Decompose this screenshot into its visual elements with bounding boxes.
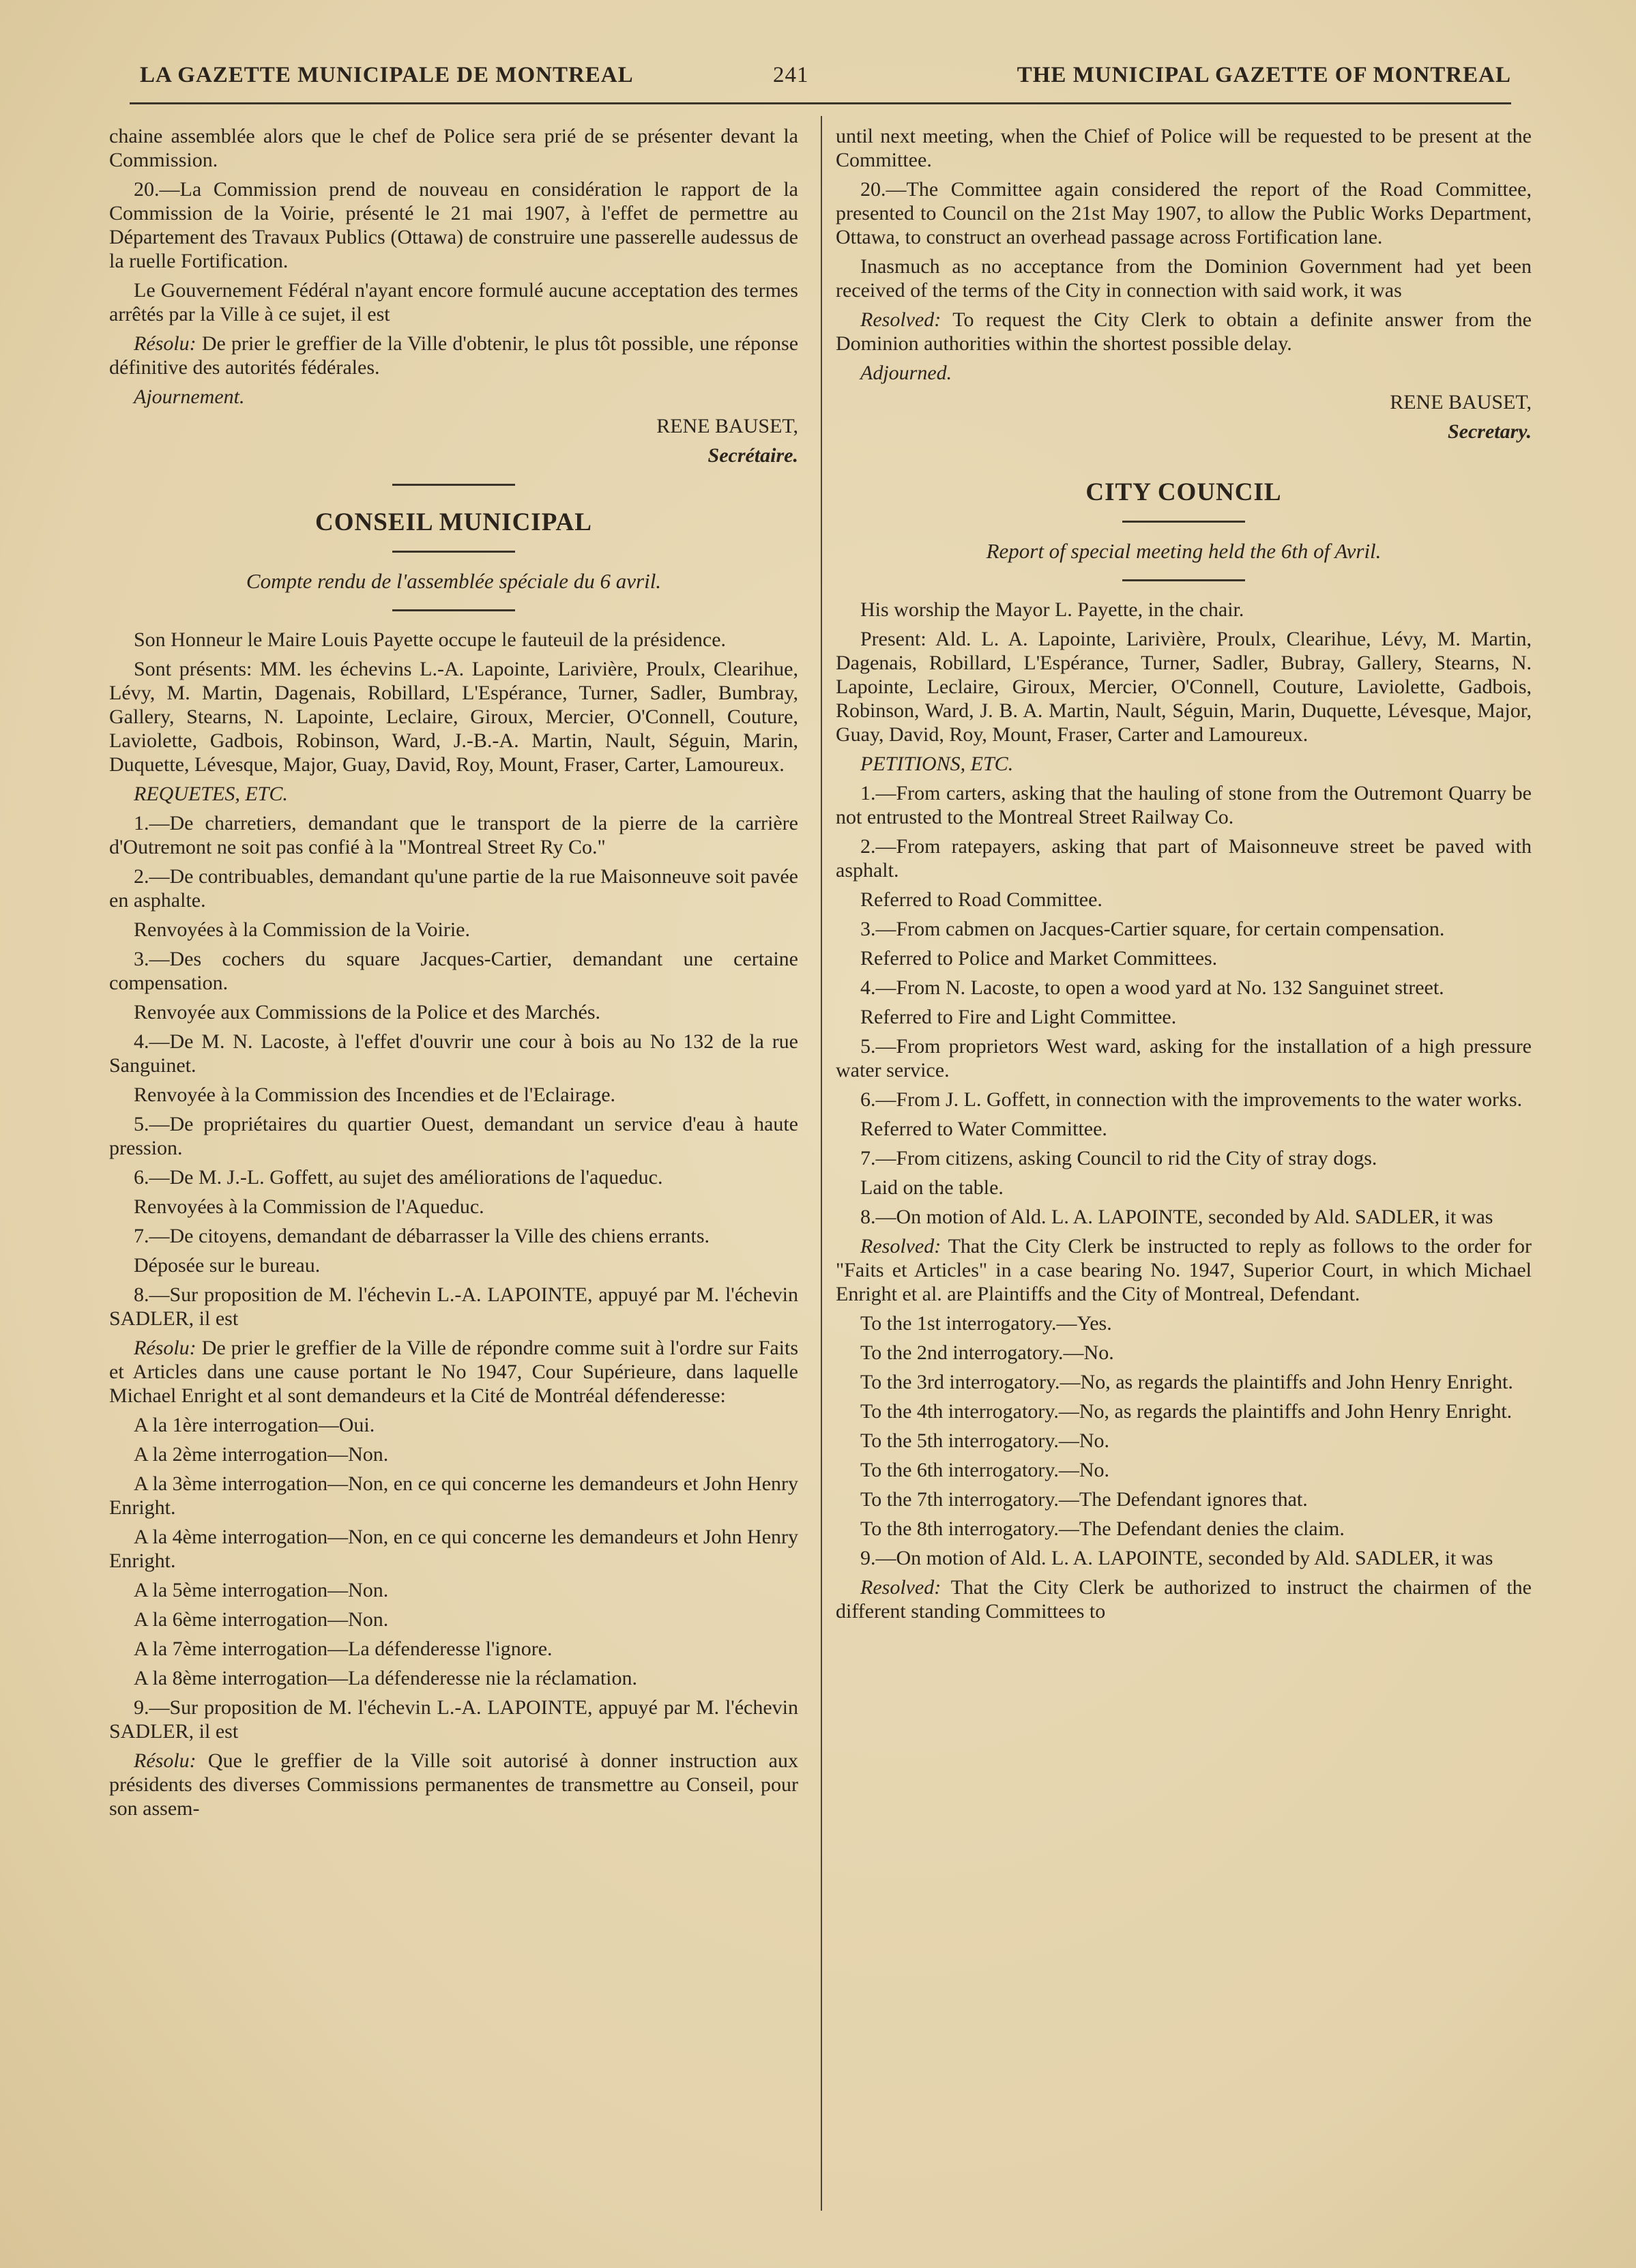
answer-item: To the 8th interrogatory.—The Defendant denies the claim. [860,1517,1345,1540]
resolution [836,1575,1532,1623]
paragraph: 20.—La Commission prend de nouveau en considération le rapport de la Commission de la Voirie, présenté le 21 mai 1907, à l'effet de permettre au Département des Travaux Publics (Ottawa) de construire une passerelle audessus de la ruelle Fortification. [109,178,798,272]
referral: Laid on the table. [860,1176,1004,1199]
answer-item: A la 8ème interrogation—La défenderesse nie la réclamation. [134,1667,638,1689]
referral: Renvoyée à la Commission des Incendies et de l'Eclairage. [134,1084,616,1106]
adjournment: Ajournement. [134,386,245,408]
page-number: 241 [773,63,809,87]
paragraph: chaine assemblée alors que le chef de Police sera prié de se présenter devant la Commission. [109,125,798,171]
paragraph: Le Gouvernement Fédéral n'ayant encore formulé aucune acceptation des termes arrêtés par la Ville à ce sujet, il est [109,279,798,325]
resolution [109,1749,798,1820]
answer-item: A la 7ème interrogation—La défenderesse l'ignore. [134,1638,553,1660]
resolu-text: De prier le greffier de la Ville d'obtenir, le plus tôt possible, une réponse définitive des autorités fédérales. [109,332,799,379]
list-item: 2.—From ratepayers, asking that part of Maisonneuve street be paved with asphalt. [836,835,1532,882]
list-item: 1.—From carters, asking that the hauling of stone from the Outremont Quarry be not entrusted to the Montreal Street Railway Co. [836,782,1532,828]
list-item: 1.—De charretiers, demandant que le transport de la pierre de la carrière d'Outremont ne soit pas confié à la "Montreal Street Ry Co." [109,812,798,858]
section-rule [1122,521,1245,523]
section-heading: CONSEIL MUNICIPAL [315,508,592,536]
resolution [109,1336,798,1408]
resolved-label: Resolved: [860,1576,941,1599]
list-item: 2.—De contribuables, demandant qu'une partie de la rue Maisonneuve soit pavée en asphalte. [109,865,798,912]
section-rule [392,551,515,553]
resolved-label: Resolved: [860,1235,941,1257]
referral: Referred to Police and Market Committees. [860,947,1218,970]
list-item: 7.—De citoyens, demandant de débarrasser la Ville des chiens errants. [134,1225,710,1247]
list-item: 5.—From proprietors West ward, asking for the installation of a high pressure water service. [836,1035,1532,1081]
resolu-label: Résolu: [134,1749,196,1772]
list-item: 9.—Sur proposition de M. l'échevin L.-A. LAPOINTE, appuyé par M. l'échevin SADLER, il est [109,1696,798,1743]
answer-item: To the 7th interrogatory.—The Defendant ignores that. [860,1488,1308,1511]
list-item: 4.—De M. N. Lacoste, à l'effet d'ouvrir une cour à bois au No 132 de la rue Sanguinet. [109,1030,798,1077]
adjournment: Adjourned. [860,362,952,384]
paragraph: Son Honneur le Maire Louis Payette occupe le fauteuil de la présidence. [134,628,727,651]
resolution [836,308,1532,355]
answer-item: To the 3rd interrogatory.—No, as regards the plaintiffs and John Henry Enright. [860,1371,1513,1393]
resolved-text: That the City Clerk be authorized to instruct the chairmen of the different standing Committees to [836,1576,1532,1623]
answer-item: To the 6th interrogatory.—No. [860,1459,1110,1481]
section-rule [392,484,515,486]
resolu-label: Résolu: [134,1337,196,1359]
resolution [109,332,798,379]
list-item: 8.—On motion of Ald. L. A. LAPOINTE, seconded by Ald. SADLER, it was [860,1206,1493,1228]
petitions-heading: PETITIONS, ETC. [860,753,1014,775]
list-item: 6.—De M. J.-L. Goffett, au sujet des améliorations de l'aqueduc. [134,1166,663,1189]
referral: Renvoyée aux Commissions de la Police et des Marchés. [134,1001,601,1023]
answer-item: A la 2ème interrogation—Non. [134,1443,389,1466]
requetes-heading: REQUETES, ETC. [134,783,288,805]
list-item: 7.—From citizens, asking Council to rid the City of stray dogs. [860,1147,1377,1169]
resolved-text: To request the City Clerk to obtain a definite answer from the Dominion authorities within the shortest possible delay. [836,308,1532,355]
list-item: 3.—From cabmen on Jacques-Cartier square, for certain compensation. [860,918,1445,940]
answer-item: A la 1ère interrogation—Oui. [134,1414,375,1436]
paragraph: 20.—The Committee again considered the report of the Road Committee, presented to Council on the 21st May 1907, to allow the Public Works Department, Ottawa, to construct an overhead passage across Fortification lane. [836,178,1532,248]
signature-title: Secrétaire. [707,444,798,467]
paragraph: until next meeting, when the Chief of Police will be requested to be present at the Committee. [836,125,1532,171]
signature-name: RENE BAUSET, [1390,391,1532,413]
referral: Referred to Fire and Light Committee. [860,1006,1177,1028]
section-subheading: Report of special meeting held the 6th of Avril. [986,539,1382,563]
resolution [836,1234,1532,1306]
list-item: 9.—On motion of Ald. L. A. LAPOINTE, seconded by Ald. SADLER, it was [860,1547,1493,1569]
section-rule [1122,579,1245,581]
signature-name: RENE BAUSET, [656,415,798,437]
paragraph: Inasmuch as no acceptance from the Dominion Government had yet been received of the terms of the City in connection with said work, it was [836,255,1532,302]
french-column [109,124,798,1826]
header-rule [130,102,1511,104]
answer-item: A la 5ème interrogation—Non. [134,1579,389,1601]
paragraph: Sont présents: MM. les échevins L.-A. Lapointe, Larivière, Proulx, Clearihue, Lévy, M. Martin, Dagenais, Robillard, L'Espérance, Turner, Sadler, Bumbray, Gallery, Stearns, N. Lapointe, Leclaire, Giroux, Mercier, O'Connell, Couture, Laviolette, Gadbois, Robinson, Ward, J.-B.-A. Martin, Nault, Séguin, Marin, Duquette, Lévesque, Major, Guay, David, Roy, Mount, Fraser, Carter, Lamoureux. [109,658,798,776]
answer-item: A la 3ème interrogation—Non, en ce qui concerne les demandeurs et John Henry Enright. [109,1472,798,1519]
answer-item: To the 4th interrogatory.—No, as regards the plaintiffs and John Henry Enright. [860,1400,1513,1423]
resolu-label: Résolu: [134,332,196,355]
english-column [836,124,1532,1629]
signature-title: Secretary. [1447,420,1532,443]
header-title-en: THE MUNICIPAL GAZETTE OF MONTREAL [1017,63,1511,87]
column-divider [821,116,822,2211]
list-item: 4.—From N. Lacoste, to open a wood yard at No. 132 Sanguinet street. [860,976,1444,999]
list-item: 8.—Sur proposition de M. l'échevin L.-A. LAPOINTE, appuyé par M. l'échevin SADLER, il est [109,1283,798,1330]
answer-item: A la 4ème interrogation—Non, en ce qui concerne les demandeurs et John Henry Enright. [109,1526,798,1572]
list-item: 3.—Des cochers du square Jacques-Cartier, demandant une certaine compensation. [109,948,798,994]
answer-item: To the 2nd interrogatory.—No. [860,1341,1114,1364]
section-heading: CITY COUNCIL [1085,478,1282,506]
resolved-text: That the City Clerk be instructed to reply as follows to the order for "Faits et Articles" in a case bearing No. 1947, Superior Court, in which Michael Enright et al. are Plaintiffs and the City of Montreal, Defendant. [836,1235,1532,1305]
answer-item: To the 1st interrogatory.—Yes. [860,1312,1112,1335]
resolved-label: Resolved: [860,308,941,331]
referral: Renvoyées à la Commission de la Voirie. [134,918,470,941]
resolu-text: De prier le greffier de la Ville de répondre comme suit à l'ordre sur Faits et Articles dans une cause portant le No 1947, Cour Supérieure, dans laquelle Michael Enright et al sont demandeurs et la Cité de Montréal défenderesse: [109,1337,799,1407]
answer-item: A la 6ème interrogation—Non. [134,1608,389,1631]
header-title-fr: LA GAZETTE MUNICIPALE DE MONTREAL [140,63,634,87]
paragraph: Present: Ald. L. A. Lapointe, Larivière, Proulx, Clearihue, Lévy, M. Martin, Dagenais, Robillard, L'Espérance, Turner, Sadler, Bubray, Gallery, Stearns, N. Lapointe, Leclaire, Giroux, Mercier, O'Connell, Couture, Laviolette, Gadbois, Robinson, Ward, J. B. A. Martin, Nault, Séguin, Marin, Duquette, Lévesque, Major, Guay, David, Roy, Mount, Fraser, Carter and Lamoureux. [836,628,1532,746]
section-rule [392,609,515,611]
list-item: 6.—From J. L. Goffett, in connection with the improvements to the water works. [860,1088,1523,1111]
referral: Referred to Water Committee. [860,1118,1107,1140]
resolu-text: Que le greffier de la Ville soit autorisé à donner instruction aux présidents des diverses Commissions permanentes de transmettre au Conseil, pour son assem- [109,1749,798,1820]
page-header [140,63,1511,97]
referral: Renvoyées à la Commission de l'Aqueduc. [134,1195,484,1218]
section-subheading: Compte rendu de l'assemblée spéciale du 6 avril. [246,569,662,593]
referral: Referred to Road Committee. [860,888,1102,911]
paragraph: His worship the Mayor L. Payette, in the chair. [860,598,1244,621]
answer-item: To the 5th interrogatory.—No. [860,1429,1110,1452]
referral: Déposée sur le bureau. [134,1254,321,1277]
list-item: 5.—De propriétaires du quartier Ouest, demandant un service d'eau à haute pression. [109,1113,798,1159]
